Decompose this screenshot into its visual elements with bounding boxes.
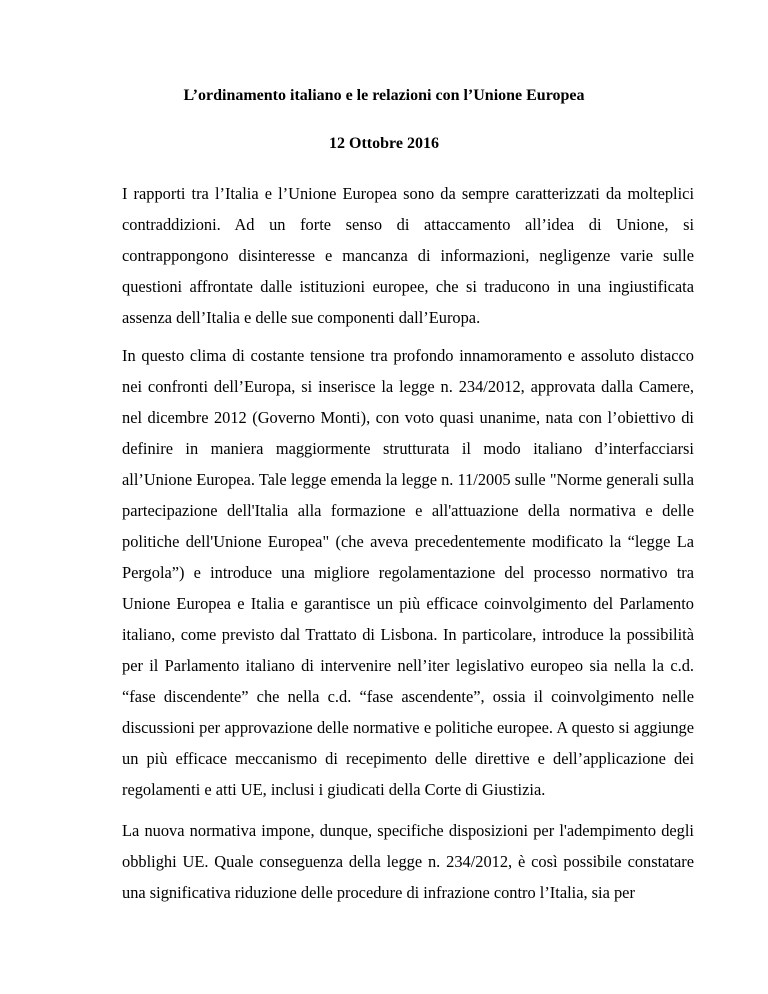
document-title: L’ordinamento italiano e le relazioni con l’Unione Europea (183, 87, 585, 104)
paragraph-1: I rapporti tra l’Italia e l’Unione Europea sono da sempre caratterizzati da molteplici contraddizioni. Ad un forte senso di attaccamento all’idea di Unione, si contrappongono disinteresse e mancanza di informazioni, negligenze varie sulle questioni affrontate dalle istituzioni europee, che si traducono in una ingiustificata assenza dell’Italia e delle sue componenti dall’Europa. (122, 184, 694, 327)
paragraph-3: La nuova normativa impone, dunque, specifiche disposizioni per l'adempimento degli obblighi UE. Quale conseguenza della legge n. 234/2012, è così possibile constatare una significativa riduzione delle procedure di infrazione contro l’Italia, sia per (122, 821, 694, 902)
document-date: 12 Ottobre 2016 (329, 135, 439, 152)
document-body (122, 178, 694, 918)
paragraph-2: In questo clima di costante tensione tra profondo innamoramento e assoluto distacco nei confronti dell’Europa, si inserisce la legge n. 234/2012, approvata dalla Camere, nel dicembre 2012 (Governo Monti), con voto quasi unanime, nata con l’obiettivo di definire in maniera maggiormente strutturata il modo italiano d’interfacciarsi all’Unione Europea. Tale legge emenda la legge n. 11/2005 sulle "Norme generali sulla partecipazione dell'Italia alla formazione e all'attuazione della normativa e delle politiche dell'Unione Europea" (che aveva precedentemente modificato la “legge La Pergola”) e introduce una migliore regolamentazione del processo normativo tra Unione Europea e Italia e garantisce un più efficace coinvolgimento del Parlamento italiano, come previsto dal Trattato di Lisbona. In particolare, introduce la possibilità per il Parlamento italiano di intervenire nell’iter legislativo europeo sia nella la c.d. “fase discendente” che nella c.d. “fase ascendente”, ossia il coinvolgimento nelle discussioni per approvazione delle normative e politiche europee. A questo si aggiunge un più efficace meccanismo di recepimento delle direttive e dell’applicazione dei regolamenti e atti UE, inclusi i giudicati della Corte di Giustizia. (122, 346, 694, 799)
